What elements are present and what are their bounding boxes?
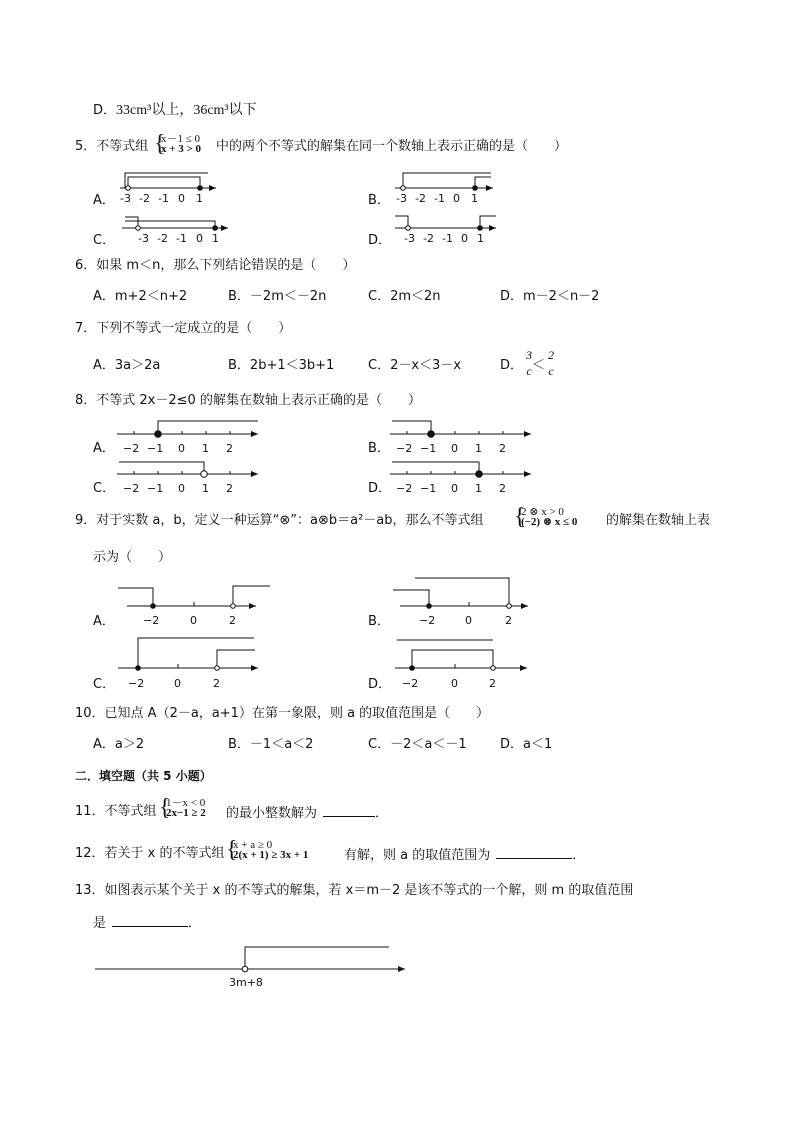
- q7-d-denominator-1: c: [526, 364, 532, 378]
- q5-c-tick-label: -3: [138, 232, 149, 245]
- q9-b-tick-label: −2: [419, 614, 436, 627]
- q5-c-tick-label: -1: [176, 232, 187, 245]
- q9-d-tick-label: 0: [451, 677, 458, 690]
- q9-number: 9．: [75, 513, 97, 528]
- q11-system-line1: 1－x < 0: [166, 797, 206, 809]
- q5-c-tick-label: 1: [212, 232, 219, 245]
- q7-d-numerator-2: 2: [548, 348, 554, 362]
- q5-a-number-line: [120, 173, 216, 190]
- q8-d-number-line: [390, 462, 531, 477]
- q9-d-tick-label: 2: [489, 677, 496, 690]
- q13-text-2: 是: [93, 916, 107, 931]
- q12-text-pre: 若关于 x 的不等式组: [104, 846, 225, 861]
- q9-a-tick-label: 0: [190, 614, 197, 627]
- q5-c-closed-point: [213, 226, 218, 231]
- q11-number: 11．: [75, 804, 105, 819]
- q9-system-line1: 2 ⊗ x > 0: [521, 506, 564, 518]
- q5-option-c-label[interactable]: C．: [93, 233, 116, 248]
- q8-c-number-line: [117, 462, 258, 477]
- q7-d-denominator-2: c: [548, 364, 554, 378]
- q5-d-tick-label: 1: [477, 232, 484, 245]
- q8-option-b-label[interactable]: B．: [368, 441, 390, 456]
- q8-a-number-line: [117, 421, 258, 437]
- q13-open-point: [242, 966, 248, 972]
- q12-end-punct: ．: [572, 848, 586, 863]
- q5-d-number-line: [395, 216, 496, 230]
- q5-b-tick-label: 1: [471, 192, 478, 205]
- q8-b-tick-label: 2: [499, 442, 506, 455]
- q5-c-number-line: [122, 217, 228, 230]
- q7-d-numerator-1: 3: [526, 348, 532, 362]
- q5-a-tick-label: -3: [120, 192, 131, 205]
- q9-text-3: 示为（ ）: [93, 550, 172, 565]
- q7-text: 下列不等式一定成立的是（ ）: [96, 321, 292, 336]
- q12-number: 12．: [75, 846, 105, 861]
- q12-system-line1: x + a ≥ 0: [233, 839, 273, 851]
- q8-a-tick-label: 2: [226, 442, 233, 455]
- q8-option-c-label[interactable]: C．: [93, 481, 116, 496]
- q8-b-number-line: [390, 421, 531, 437]
- q6-number: 6．: [75, 258, 97, 273]
- q8-d-tick-label: −1: [420, 482, 437, 495]
- q11-text-pre: 不等式组: [104, 804, 157, 819]
- section-title-fill-in: 二．填空题（共 5 小题）: [75, 769, 212, 783]
- q5-text-post: 中的两个不等式的解集在同一个数轴上表示正确的是（ ）: [216, 139, 568, 154]
- q13-end-punct: ．: [188, 916, 202, 931]
- q9-option-d-label[interactable]: D．: [368, 677, 392, 692]
- q8-c-tick-label: −2: [123, 482, 140, 495]
- q8-c-open-point: [201, 471, 208, 478]
- q9-a-tick-label: −2: [143, 614, 160, 627]
- q5-a-tick-label: 1: [196, 192, 203, 205]
- q8-option-d-label[interactable]: D．: [368, 481, 392, 496]
- q10-option-a[interactable]: A．a＞2: [93, 737, 145, 752]
- q7-option-d[interactable]: D．: [500, 358, 524, 373]
- q7-number: 7．: [75, 321, 97, 336]
- q5-number: 5．: [75, 139, 97, 154]
- q5-d-tick-label: 0: [461, 232, 468, 245]
- tick-labels: [120, 192, 512, 989]
- q10-text: 已知点 A（2－a，a+1）在第一象限，则 a 的取值范围是（ ）: [104, 706, 490, 721]
- q9-inequality-system: { 2 ⊗ x > 0 (−2) ⊗ x ≤ 0: [514, 504, 578, 530]
- q8-c-tick-label: 2: [226, 482, 233, 495]
- q6-option-d[interactable]: D．m－2＜n－2: [500, 289, 600, 304]
- q10-number: 10．: [75, 706, 105, 721]
- q10-option-d[interactable]: D．a＜1: [500, 737, 553, 752]
- q9-c-open-point: [215, 666, 220, 671]
- q5-d-tick-label: -1: [442, 232, 453, 245]
- q10-option-c[interactable]: C．－2＜a＜－1: [368, 737, 467, 752]
- q13-number: 13．: [75, 883, 105, 898]
- q8-a-tick-label: −2: [123, 442, 140, 455]
- q9-b-tick-label: 0: [465, 614, 472, 627]
- q5-c-open-point: [136, 226, 141, 231]
- q5-option-b-label[interactable]: B．: [368, 193, 390, 208]
- q5-a-tick-label: -2: [139, 192, 150, 205]
- q4-option-d-text: 33cm³以上，36cm³以下: [116, 103, 257, 118]
- q5-b-tick-label: -3: [396, 192, 407, 205]
- q9-c-tick-label: 0: [174, 677, 181, 690]
- q8-d-tick-label: 0: [451, 482, 458, 495]
- q5-inequality-system: { x－1 ≤ 0 x + 3 > 0: [154, 131, 202, 157]
- q8-c-tick-label: 0: [178, 482, 185, 495]
- q8-a-tick-label: 1: [202, 442, 209, 455]
- q5-d-closed-point: [478, 226, 483, 231]
- q13-text-1: 如图表示某个关于 x 的不等式的解集，若 x＝m－2 是该不等式的一个解，则 m 的取值范围: [104, 883, 634, 898]
- q5-d-open-point: [406, 226, 411, 231]
- q9-option-a-label[interactable]: A．: [93, 614, 115, 629]
- q6-option-c[interactable]: C．2m＜2n: [368, 289, 441, 304]
- q11-inequality-system: { 1－x < 0 2x−1 ≥ 2: [159, 795, 206, 821]
- q9-b-tick-label: 2: [505, 614, 512, 627]
- q13-axis-label: 3m+8: [229, 976, 263, 989]
- q13-number-line: [95, 947, 405, 972]
- q5-a-open-point: [126, 186, 131, 191]
- q8-b-tick-label: 1: [475, 442, 482, 455]
- q8-a-closed-point: [155, 431, 162, 438]
- q5-option-a-label[interactable]: A．: [93, 193, 115, 208]
- q5-b-closed-point: [473, 186, 478, 191]
- q9-c-number-line: [118, 638, 258, 670]
- q6-option-a[interactable]: A．m+2＜n+2: [93, 289, 188, 304]
- q9-text-1: 对于实数 a，b，定义一种运算“⊗”：a⊗b＝a²－ab，那么不等式组: [96, 513, 484, 528]
- q9-text-2: 的解集在数轴上表: [606, 513, 711, 528]
- q7-option-a[interactable]: A．3a＞2a: [93, 358, 161, 373]
- q9-c-tick-label: −2: [128, 677, 145, 690]
- q5-d-tick-label: -3: [404, 232, 415, 245]
- q8-d-tick-label: −2: [396, 482, 413, 495]
- q8-text: 不等式 2x－2≤0 的解集在数轴上表示正确的是（ ）: [96, 393, 421, 408]
- q7-d-relation: ＜: [532, 358, 546, 373]
- q8-d-tick-label: 2: [499, 482, 506, 495]
- q5-system-line2: x + 3 > 0: [161, 143, 202, 155]
- q12-text: 有解，则 a 的取值范围为: [344, 848, 491, 863]
- q9-d-closed-point: [410, 666, 415, 671]
- q11-system-line2: 2x−1 ≥ 2: [166, 807, 206, 819]
- q5-system-line1: x－1 ≤ 0: [161, 133, 201, 145]
- q8-b-tick-label: 0: [451, 442, 458, 455]
- q7-option-c[interactable]: C．2－x＜3－x: [368, 358, 462, 373]
- q5-b-open-point: [401, 186, 406, 191]
- q9-a-tick-label: 2: [229, 614, 236, 627]
- q5-c-tick-label: -2: [157, 232, 168, 245]
- q9-b-open-point: [507, 604, 512, 609]
- q9-option-b-label[interactable]: B．: [368, 614, 390, 629]
- q11-text: 的最小整数解为: [226, 806, 318, 821]
- q8-a-tick-label: 0: [178, 442, 185, 455]
- q12-system-line2: 2(x + 1) ≥ 3x + 1: [233, 849, 309, 861]
- q5-a-tick-label: -1: [158, 192, 169, 205]
- q9-c-tick-label: 2: [213, 677, 220, 690]
- q5-a-tick-label: 0: [178, 192, 185, 205]
- q7-option-b[interactable]: B．2b+1＜3b+1: [228, 358, 335, 373]
- q8-b-closed-point: [428, 431, 435, 438]
- q9-b-number-line: [393, 578, 528, 608]
- q8-d-tick-label: 1: [475, 482, 482, 495]
- q9-a-open-point: [231, 604, 236, 609]
- q9-d-tick-label: −2: [402, 677, 419, 690]
- q5-b-tick-label: 0: [453, 192, 460, 205]
- q6-text: 如果 m＜n，那么下列结论错误的是（ ）: [96, 258, 356, 273]
- q5-b-tick-label: -2: [415, 192, 426, 205]
- q4-option-d-letter: D．: [93, 103, 117, 118]
- q5-b-number-line: [395, 173, 493, 190]
- q9-system-line2: (−2) ⊗ x ≤ 0: [521, 516, 578, 528]
- q9-d-open-point: [491, 666, 496, 671]
- q9-a-closed-point: [151, 604, 156, 609]
- q8-a-tick-label: −1: [147, 442, 164, 455]
- q8-d-closed-point: [476, 471, 483, 478]
- q9-b-closed-point: [427, 604, 432, 609]
- q8-b-tick-label: −2: [396, 442, 413, 455]
- q8-c-tick-label: 1: [202, 482, 209, 495]
- q6-option-b[interactable]: B．－2m＜－2n: [228, 289, 327, 304]
- q8-b-tick-label: −1: [420, 442, 437, 455]
- q5-text-pre: 不等式组: [96, 139, 149, 154]
- q5-d-tick-label: -2: [423, 232, 434, 245]
- q5-a-closed-point: [198, 186, 203, 191]
- q8-option-a-label[interactable]: A．: [93, 441, 115, 456]
- q5-option-d-label[interactable]: D．: [368, 233, 392, 248]
- q9-d-number-line: [395, 640, 527, 670]
- q8-c-tick-label: −1: [147, 482, 164, 495]
- q10-option-b[interactable]: B．－1＜a＜2: [228, 737, 314, 752]
- q11-end-punct: ．: [375, 806, 389, 821]
- q8-number: 8．: [75, 393, 97, 408]
- q5-c-tick-label: 0: [196, 232, 203, 245]
- q9-c-closed-point: [136, 666, 141, 671]
- q5-b-tick-label: -1: [434, 192, 445, 205]
- q12-inequality-system: { x + a ≥ 0 2(x + 1) ≥ 3x + 1: [226, 837, 309, 863]
- q9-option-c-label[interactable]: C．: [93, 677, 116, 692]
- q9-a-number-line: [118, 586, 270, 608]
